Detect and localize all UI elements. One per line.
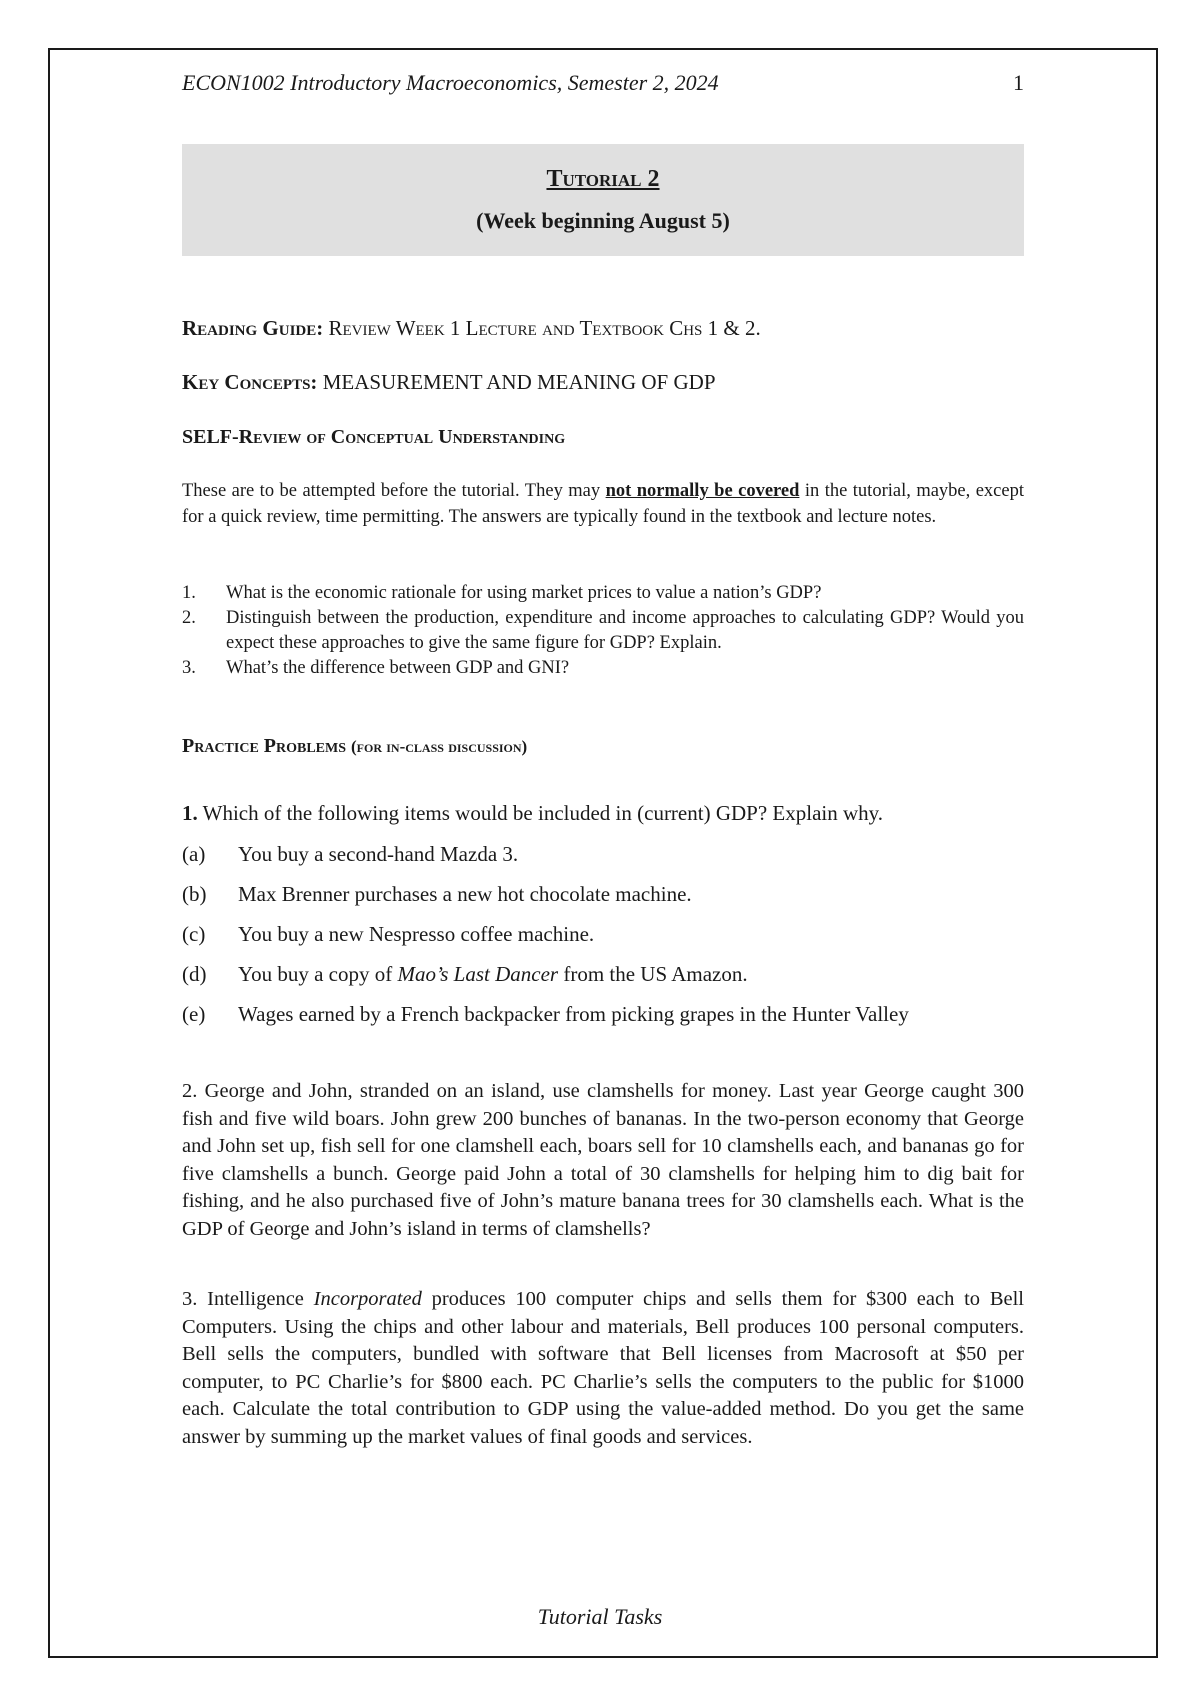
- item-label: (c): [182, 922, 206, 946]
- reading-guide-text: Review Week 1 Lecture and Textbook Chs 1 & 2.: [328, 316, 761, 340]
- item-label: (b): [182, 882, 207, 906]
- page-number: 1: [1013, 70, 1024, 95]
- item-text-part: You buy a copy of: [238, 962, 398, 986]
- key-concepts-text: MEASUREMENT AND MEANING OF GDP: [322, 370, 716, 394]
- self-review-questions: [182, 581, 1024, 681]
- reading-guide-label: Reading Guide:: [182, 316, 324, 340]
- item-text: You buy a new Nespresso coffee machine.: [238, 922, 595, 946]
- q1-text: Which of the following items would be included in (current) GDP? Explain why.: [202, 801, 884, 825]
- item-number: 2.: [182, 608, 196, 628]
- item-text: Wages earned by a French backpacker from picking grapes in the Hunter Valley: [238, 1002, 909, 1026]
- book-title: Mao’s Last Dancer: [397, 962, 559, 986]
- q3-text-part: produces 100 computer chips and sells them for $300 each to Bell Computers. Using the chips and other labour and materials, Bell produces 100 personal computers. Bell sells the computers, bundled with software that Bell licenses from Macrosoft at $50 per computer, to PC Charlie’s for $800 each. PC Charlie’s sells the computers to the public for $1000 each. Calculate the total contribution to GDP using the value-added method. Do you get the same answer by summing up the market values of final goods and services.: [182, 1288, 1024, 1448]
- q3-text: [182, 1286, 1024, 1451]
- practice-heading: [182, 735, 1024, 758]
- intro-text-2: in the tutorial, maybe, except for a quick review, time permitting. The answers are typically found in the textbook and lecture notes.: [182, 481, 1024, 527]
- item-text: Distinguish between the production, expenditure and income approaches to calculating GDP? Would you expect these approaches to give the same figure for GDP? Explain.: [226, 608, 1024, 653]
- practice-heading-note: (for in-class discussion): [351, 737, 528, 756]
- self-review-heading: SELF-Review of Conceptual Understanding: [182, 426, 566, 448]
- title-box: [182, 144, 1024, 256]
- practice-heading-label: Practice Problems: [182, 735, 347, 757]
- self-review-intro: [182, 478, 1024, 530]
- item-number: 1.: [182, 583, 196, 603]
- item-text: [238, 962, 748, 987]
- intro-emphasis: not normally be covered: [605, 481, 800, 501]
- q2-text: 2. George and John, stranded on an island, use clamshells for money. Last year George caught 300 fish and five wild boars. John grew 200 bunches of bananas. In the two-person economy that George and John set up, fish sell for one clamshell each, boars sell for 10 clamshells each, and bananas go for five clamshells a bunch. George paid John a total of 30 clamshells for helping him to dig bait for fishing, and he also purchased five of John’s mature banana trees for 30 clamshells each. What is the GDP of George and John’s island in terms of clamshells?: [182, 1080, 1024, 1240]
- tutorial-subtitle: (Week beginning August 5): [476, 208, 730, 233]
- q1-number: 1.: [182, 801, 198, 825]
- item-text: Max Brenner purchases a new hot chocolate machine.: [238, 882, 692, 906]
- tutorial-title: Tutorial 2: [546, 166, 660, 192]
- q3-text-part: 3. Intelligence: [182, 1288, 314, 1310]
- item-text: What’s the difference between GDP and GNI?: [226, 658, 570, 678]
- running-header: [182, 70, 1024, 100]
- q3-company-name: Incorporated: [313, 1288, 422, 1310]
- item-label: (d): [182, 962, 207, 986]
- item-label: (e): [182, 1002, 206, 1026]
- course-title: ECON1002 Introductory Macroeconomics, Semester 2, 2024: [182, 70, 719, 95]
- q1-stem: [182, 801, 1024, 826]
- item-text: What is the economic rationale for using market prices to value a nation’s GDP?: [226, 583, 822, 603]
- intro-text-1: These are to be attempted before the tutorial. They may: [182, 481, 606, 501]
- list-item: [182, 581, 1024, 606]
- item-text: You buy a second-hand Mazda 3.: [238, 842, 519, 866]
- list-item: [182, 656, 1024, 681]
- page-footer: Tutorial Tasks: [537, 1604, 663, 1629]
- item-number: 3.: [182, 658, 196, 678]
- reading-guide: [182, 316, 1024, 341]
- item-text-part: from the US Amazon.: [558, 962, 748, 986]
- key-concepts-label: Key Concepts:: [182, 370, 318, 394]
- key-concepts: [182, 370, 1024, 395]
- list-item: [182, 606, 1024, 656]
- item-label: (a): [182, 842, 206, 866]
